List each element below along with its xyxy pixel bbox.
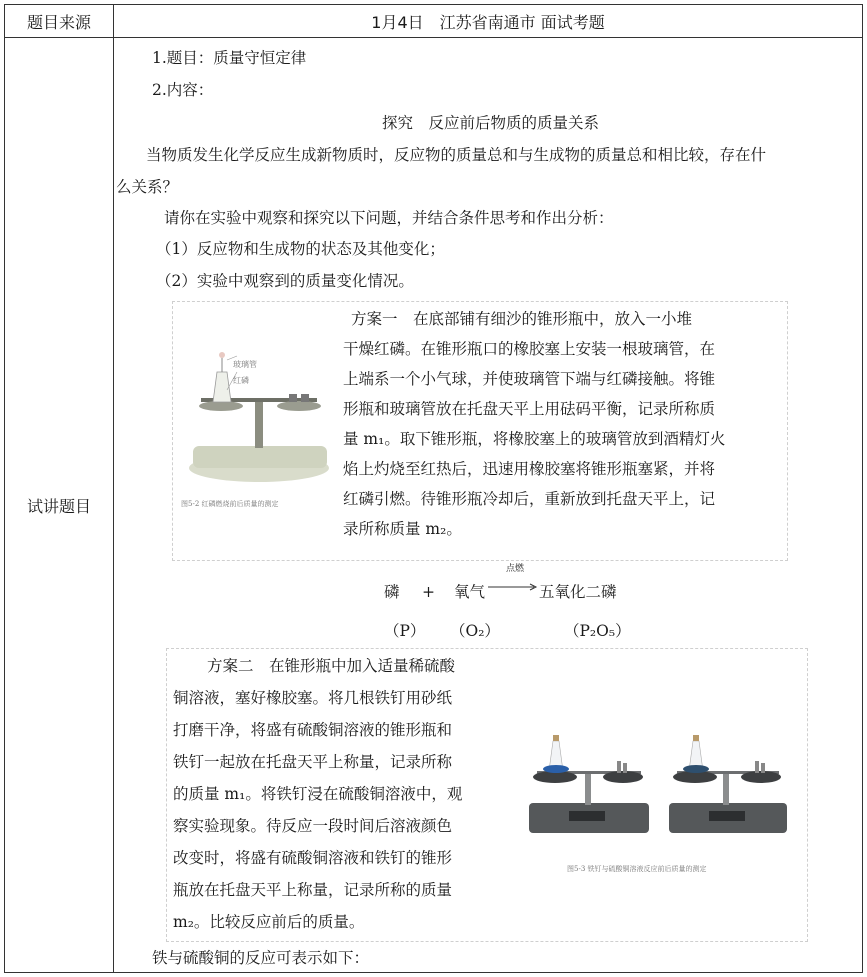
question-2: （2）实验中观察到的质量变化情况。 <box>156 272 414 290</box>
plan2-line: 改变时，将盛有硫酸铜溶液和铁钉的锥形 <box>173 849 453 867</box>
plan2-box <box>166 648 808 942</box>
exam-table <box>4 4 863 973</box>
intro-line-2: 么关系？ <box>116 178 179 196</box>
formula-p: （P） <box>384 622 426 640</box>
section-title: 探究 反应前后物质的质量关系 <box>382 114 600 132</box>
plan2-line: 铁钉一起放在托盘天平上称量，记录所称 <box>173 753 453 771</box>
plan1-line: 录所称质量 m₂。 <box>343 520 462 538</box>
plan2-line: 的质量 m₁。将铁钉浸在硫酸铜溶液中，观 <box>173 785 463 803</box>
closing-line: 铁与硫酸铜的反应可表示如下： <box>152 949 370 967</box>
content-cell <box>114 38 863 973</box>
reactant-phosphorus: 磷 <box>384 583 400 601</box>
source-value: 1月4日 江苏省南通市 面试考题 <box>114 5 863 38</box>
plan2-line: 打磨干净，将盛有硫酸铜溶液的锥形瓶和 <box>173 721 453 739</box>
figure1-label-phosphorus: 红磷 <box>233 376 249 385</box>
reaction-arrow <box>488 583 538 591</box>
plan2-line: m₂。比较反应前后的质量。 <box>173 913 365 931</box>
figure1-caption: 图5-2 红磷燃烧前后质量的测定 <box>181 500 279 508</box>
content-row <box>5 38 863 973</box>
source-label: 题目来源 <box>5 5 114 38</box>
balance-figure-2 <box>523 721 793 841</box>
plan2-line: 察实验现象。待反应一段时间后溶液颜色 <box>173 817 453 835</box>
instruction-line: 请你在实验中观察和探究以下问题，并结合条件思考和作出分析： <box>164 209 614 227</box>
balance-figure-1 <box>181 350 335 490</box>
plus-sign: + <box>422 583 435 601</box>
figure2-caption: 图5-3 铁钉与硫酸铜溶液反应前后质量的测定 <box>567 865 707 873</box>
plan2-line: 方案二 在锥形瓶中加入适量稀硫酸 <box>207 657 456 675</box>
plan2-line: 铜溶液，塞好橡胶塞。将几根铁钉用砂纸 <box>173 689 453 707</box>
plan2-line: 瓶放在托盘天平上称量，记录所称的质量 <box>173 881 453 899</box>
plan1-line: 红磷引燃。待锥形瓶冷却后，重新放到托盘天平上，记 <box>343 490 716 508</box>
product-p2o5: 五氧化二磷 <box>539 583 617 601</box>
topic-line: 1.题目：质量守恒定律 <box>152 49 307 67</box>
plan1-line: 焰上灼烧至红热后，迅速用橡胶塞将锥形瓶塞紧，并将 <box>343 460 716 478</box>
plan1-line: 上端系一个小气球，并使玻璃管下端与红磷接触。将锥 <box>343 370 716 388</box>
content-label: 2.内容： <box>152 81 214 99</box>
topic-label: 试讲题目 <box>5 38 114 973</box>
plan1-line: 量 m₁。取下锥形瓶，将橡胶塞上的玻璃管放到酒精灯火 <box>343 430 726 448</box>
plan1-line: 干燥红磷。在锥形瓶口的橡胶塞上安装一根玻璃管，在 <box>343 340 716 358</box>
figure1-label-tube: 玻璃管 <box>233 360 257 369</box>
plan1-line: 形瓶和玻璃管放在托盘天平上用砝码平衡，记录所称质 <box>343 400 716 418</box>
reaction-condition: 点燃 <box>506 564 525 574</box>
reactant-oxygen: 氧气 <box>454 583 486 601</box>
intro-line-1: 当物质发生化学反应生成新物质时，反应物的质量总和与生成物的质量总和相比较，存在什 <box>146 146 767 164</box>
formula-p2o5: （P₂O₅） <box>564 622 631 640</box>
plan1-box <box>172 301 788 561</box>
plan1-line: 方案一 在底部铺有细沙的锥形瓶中，放入一小堆 <box>351 310 693 328</box>
question-1: （1）反应物和生成物的状态及其他变化； <box>156 240 445 258</box>
header-row <box>5 5 863 38</box>
formula-o2: （O₂） <box>450 622 500 640</box>
